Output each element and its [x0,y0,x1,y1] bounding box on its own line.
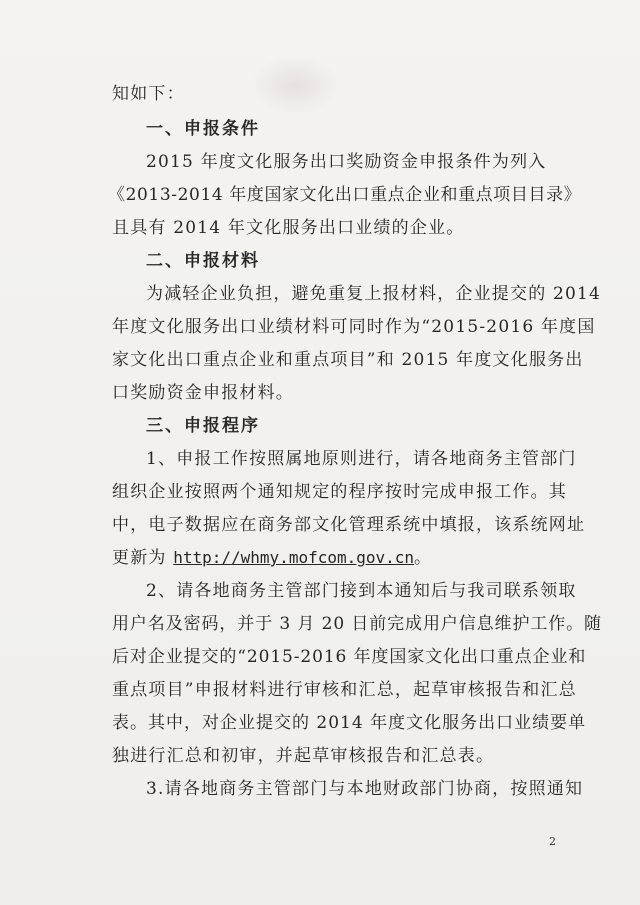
text-line: 且具有 2014 年文化服务出口业绩的企业。 [112,218,465,238]
text-line: 年度文化服务出口业绩材料可同时作为“2015-2016 年度国 [112,317,596,337]
text-fragment: 更新为 [112,548,174,568]
section-heading-procedure: 三、申报程序 [146,416,260,436]
text-line: 2015 年度文化服务出口奖励资金申报条件为列入 [146,152,547,172]
text-line: 用户名及密码，并于 3 月 20 日前完成用户信息维护工作。随 [112,614,602,634]
text-line: 家文化出口重点企业和重点项目”和 2015 年度文化服务出 [112,350,584,370]
text-line: 为减轻企业负担，避免重复上报材料，企业提交的 2014 [146,284,602,304]
text-line: 2、请各地商务主管部门接到本通知后与我司联系领取 [146,581,577,601]
text-line: 组织企业按照两个通知规定的程序按时完成申报工作。其 [112,482,567,502]
text-line: 1、申报工作按照属地原则进行，请各地商务主管部门 [146,449,577,469]
section-heading-materials: 二、申报材料 [146,251,260,271]
text-line [112,546,432,570]
text-line: 后对企业提交的“2015-2016 年度国家文化出口重点企业和 [112,647,587,667]
text-line: 《2013-2014 年度国家文化出口重点企业和重点项目目录》 [108,185,582,205]
text-line: 重点项目”申报材料进行审核和汇总，起草审核报告和汇总 [112,680,577,700]
text-fragment: 。 [414,548,433,568]
text-line: 知如下： [112,84,185,104]
scan-smudge [250,55,340,115]
page-number: 2 [549,835,556,848]
text-line: 口奖励资金申报材料。 [112,383,294,403]
text-line: 3.请各地商务主管部门与本地财政部门协商，按照通知 [146,779,584,799]
text-line: 表。其中，对企业提交的 2014 年度文化服务出口业绩要单 [112,713,587,733]
text-line: 独进行汇总和初审，并起草审核报告和汇总表。 [112,746,495,766]
system-url-link[interactable]: http://whmy.mofcom.gov.cn [173,548,415,567]
text-line: 中，电子数据应在商务部文化管理系统中填报，该系统网址 [112,515,586,535]
section-heading-conditions: 一、申报条件 [146,119,260,139]
